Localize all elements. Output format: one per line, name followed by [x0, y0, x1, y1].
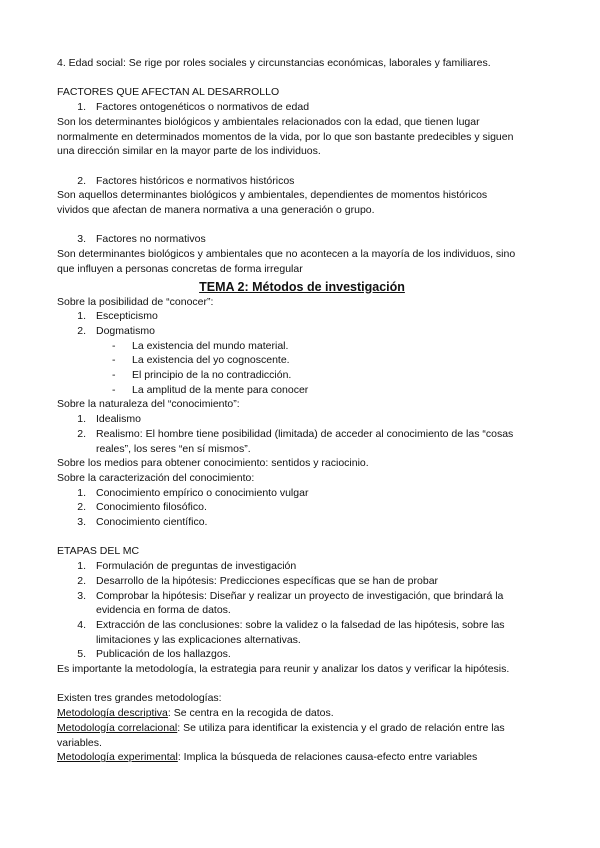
- list-item: [57, 174, 547, 189]
- paragraph-line: normalmente en determinados momentos de la vida, por lo que son bastante predecibles y siguen: [57, 130, 514, 143]
- list-number: 3.: [77, 589, 86, 602]
- dash-item-label: El principio de la no contradicción.: [132, 369, 292, 382]
- list-item: [57, 232, 547, 247]
- list-number: 3.: [77, 516, 86, 529]
- list-number: 1.: [77, 101, 86, 114]
- list-number: 2.: [77, 501, 86, 514]
- list-item-label: Desarrollo de la hipótesis: Predicciones específicas que se han de probar: [96, 574, 439, 587]
- list-number: 1.: [77, 486, 86, 499]
- term-description: : Implica la búsqueda de relaciones causa-efecto entre variables: [177, 751, 478, 764]
- list-item-continuation: limitaciones y las explicaciones alternativas.: [96, 633, 301, 646]
- list-item-label: Realismo: El hombre tiene posibilidad (limitada) de acceder al conocimiento de las “cosas: [96, 427, 514, 440]
- term-label: Metodología experimental: [57, 751, 178, 764]
- list-number: 1.: [77, 413, 86, 426]
- list-item-label: Factores no normativos: [96, 233, 206, 246]
- list-number: 1.: [77, 560, 86, 573]
- dash-item: - La existencia del yo cognoscente.: [112, 354, 290, 367]
- list-number: 2.: [77, 427, 86, 440]
- list-item-label: Conocimiento científico.: [96, 516, 208, 529]
- paragraph-line: Son determinantes biológicos y ambientales que no acontecen a la mayoría de los individuos, sino: [57, 248, 516, 261]
- dash-item-label: La amplitud de la mente para conocer: [132, 383, 309, 396]
- metodologia-correlacional: [57, 721, 547, 736]
- list-number: 5.: [77, 648, 86, 661]
- list-item-label: Factores ontogenéticos o normativos de edad: [96, 101, 310, 114]
- list-item: [57, 618, 547, 633]
- paragraph-line: que influyen a personas concretas de forma irregular: [57, 262, 303, 275]
- list-item: [57, 515, 547, 530]
- list-item-label: Conocimiento empírico o conocimiento vulgar: [96, 486, 309, 499]
- factores-heading: FACTORES QUE AFECTAN AL DESARROLLO: [57, 86, 280, 99]
- list-item-continuation: reales”, los seres “en sí mismos”.: [96, 442, 251, 455]
- section-title: TEMA 2: Métodos de investigación: [199, 279, 405, 294]
- list-item: [57, 412, 547, 427]
- term-label: Metodología correlacional: [57, 721, 178, 734]
- list-item-label: Comprobar la hipótesis: Diseñar y realizar un proyecto de investigación, que brindará la: [96, 589, 504, 602]
- paragraph-line: Es importante la metodología, la estrategia para reunir y analizar los datos y verificar la hipótesis.: [57, 663, 510, 676]
- list-number: 3.: [77, 233, 86, 246]
- subsection-heading: Sobre la caracterización del conocimiento:: [57, 471, 255, 484]
- list-number: 2.: [77, 324, 86, 337]
- list-item-label: Factores históricos e normativos históricos: [96, 174, 295, 187]
- dash-item: - El principio de la no contradicción.: [112, 369, 292, 382]
- list-number: 2.: [77, 574, 86, 587]
- paragraph-line: una dirección similar en la mayor parte de los individuos.: [57, 145, 321, 158]
- list-item-label: Publicación de los hallazgos.: [96, 648, 231, 661]
- document-page: [57, 56, 547, 765]
- list-item: [57, 486, 547, 501]
- list-number: 4.: [77, 618, 86, 631]
- list-item: [57, 647, 547, 662]
- list-item: [57, 100, 547, 115]
- list-item: [57, 559, 547, 574]
- subsection-heading: Sobre la posibilidad de “conocer”:: [57, 295, 214, 308]
- list-item-label: Conocimiento filosófico.: [96, 501, 207, 514]
- paragraph-line: variables.: [57, 736, 102, 749]
- dash-item-label: La existencia del mundo material.: [132, 339, 289, 352]
- subsection-heading: Sobre la naturaleza del “conocimiento”:: [57, 398, 240, 411]
- paragraph-line: vividos que afectan de manera normativa a una generación o grupo.: [57, 204, 375, 216]
- paragraph-line: Son aquellos determinantes biológicos y ambientales, dependientes de momentos históricos: [57, 189, 488, 202]
- etapas-heading: ETAPAS DEL MC: [57, 545, 140, 558]
- metodologias-intro: Existen tres grandes metodologías:: [57, 692, 222, 705]
- list-item-label: Escepticismo: [96, 310, 158, 323]
- list-item: [57, 574, 547, 589]
- dash-item-label: La existencia del yo cognoscente.: [132, 354, 290, 367]
- list-item: [57, 309, 547, 324]
- metodologia-descriptiva: [57, 706, 547, 721]
- paragraph-line: Son los determinantes biológicos y ambientales relacionados con la edad, que tienen lugar: [57, 115, 480, 128]
- list-item: [57, 589, 547, 604]
- dash-item: - La amplitud de la mente para conocer: [112, 383, 309, 396]
- list-item: [57, 324, 547, 339]
- term-label: Metodología descriptiva: [57, 707, 168, 720]
- intro-line: 4. Edad social: Se rige por roles sociales y circunstancias económicas, laborales y familiares.: [57, 57, 491, 69]
- list-item: [57, 500, 547, 515]
- list-item-label: Dogmatismo: [96, 324, 155, 337]
- paragraph-line: Sobre los medios para obtener conocimiento: sentidos y raciocinio.: [57, 457, 369, 470]
- metodologia-experimental: [57, 750, 547, 765]
- list-item-label: Extracción de las conclusiones: sobre la validez o la falsedad de las hipótesis, sobre las: [96, 618, 505, 631]
- term-description: : Se utiliza para identificar la existencia y el grado de relación entre las: [177, 721, 505, 734]
- list-number: 2.: [77, 174, 86, 187]
- list-item-label: Formulación de preguntas de investigación: [96, 560, 297, 573]
- list-number: 1.: [77, 310, 86, 323]
- list-item: [57, 427, 547, 442]
- dash-item: - La existencia del mundo material.: [112, 339, 289, 352]
- term-description: : Se centra en la recogida de datos.: [167, 707, 334, 720]
- list-item-continuation: evidencia en forma de datos.: [96, 604, 231, 617]
- list-item-label: Idealismo: [96, 413, 141, 426]
